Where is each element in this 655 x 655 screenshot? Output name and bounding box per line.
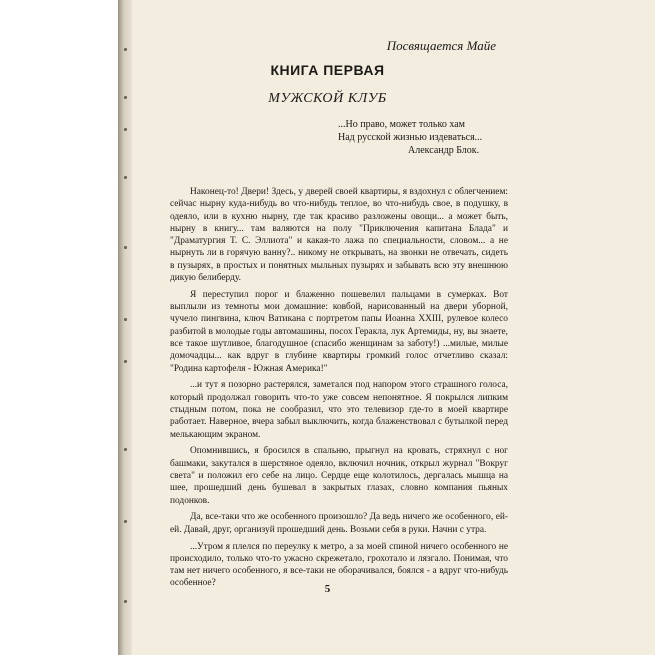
chapter-title: МУЖСКОЙ КЛУБ [268,91,387,106]
paragraph: Да, все-таки что же особенного произошло? Да ведь ничего же особенного, ей-ей. Давай, друг, организуй прошедший день. Возьми себя в руки. Начни с утра. [170,512,508,535]
paragraph: ...и тут я позорно растерялся, заметался под напором этого страшного голоса, который продолжал говорить что-то уже совсем непонятное. Я покрылся липким стыдным потом, пока не сообразил, что это телевизор где-то в моей квартире работает. Наверное, вчера забыл выключить, когда блаженствовал с бутылкой перед мелькающим экраном. [170,380,508,440]
dedication: Посвящается Майе [386,38,496,53]
epigraph-author: Александр Блок. [408,145,480,156]
book-title: КНИГА ПЕРВАЯ [270,62,385,78]
epigraph-line: Над русской жизнью издеваться... [338,132,483,143]
paragraph: Я переступил порог и блаженно пошевелил пальцами в сумерках. Вот выплыли из темноты мои домашние: ковбой, нарисованный на двери уборной, чучело пингвина, ключ Ватикана с портретом папы Иоанна XXIII, рулевое колесо разбитой в молодые годы автомашины, посох Геракла, лук Артемиды, ну, вы знаете, все такое шутливое, благодушное (спасибо женщинам за заботу!) ...милые, милые домочадцы... как вдруг в глубине квартиры громкий голос отчетливо сказал: "Родина картофеля - Южная Америка!" [170,289,508,374]
paragraph: Наконец-то! Двери! Здесь, у дверей своей квартиры, я вздохнул с облегчением: сейчас нырну куда-нибудь во что-нибудь теплое, во что-нибудь свое, в подушку, в одеяло, или в кухню нырну, где так красиво разложены овощи... а может быть, нырну в книгу... там валяются на полу "Приключения капитана Блада" и "Драматургия Т. С. Эллиота" и какая-то лажа по специальности, словом... а не нырнуть ли в горячую ванну?.. никому не открывать, на звонки не отвечать, сидеть в пузырях, в простых и понятных мыльных пузырях и забывать всю эту внешнюю дикую белиберду. [170,187,508,284]
paragraph: Опомнившись, я бросился в спальню, прыгнул на кровать, стряхнул с ног башмаки, закутался в шерстяное одеяло, включил ночник, открыл журнал "Вокруг света" и положил его себе на лицо. Сердце еще колотилось, дергалась мышца на шее, прошедший день бушевал в закрытых глазах, словно компания пьяных подонков. [170,446,508,506]
epigraph-line: ...Но право, может только хам [338,119,465,130]
spine-binding-marks [124,0,128,655]
page-number: 5 [324,583,331,595]
body-text [170,186,508,594]
epigraph [338,118,508,157]
paragraph: ...Утром я плелся по переулку к метро, а за моей спиной ничего особенного не происходило, только что-то ужасно скрежетало, грохотало и лязгало. Понимая, что там нет ничего особенного, я все-таки не оборачивался, боялся - а вдруг что-нибудь особенное? [170,541,508,589]
